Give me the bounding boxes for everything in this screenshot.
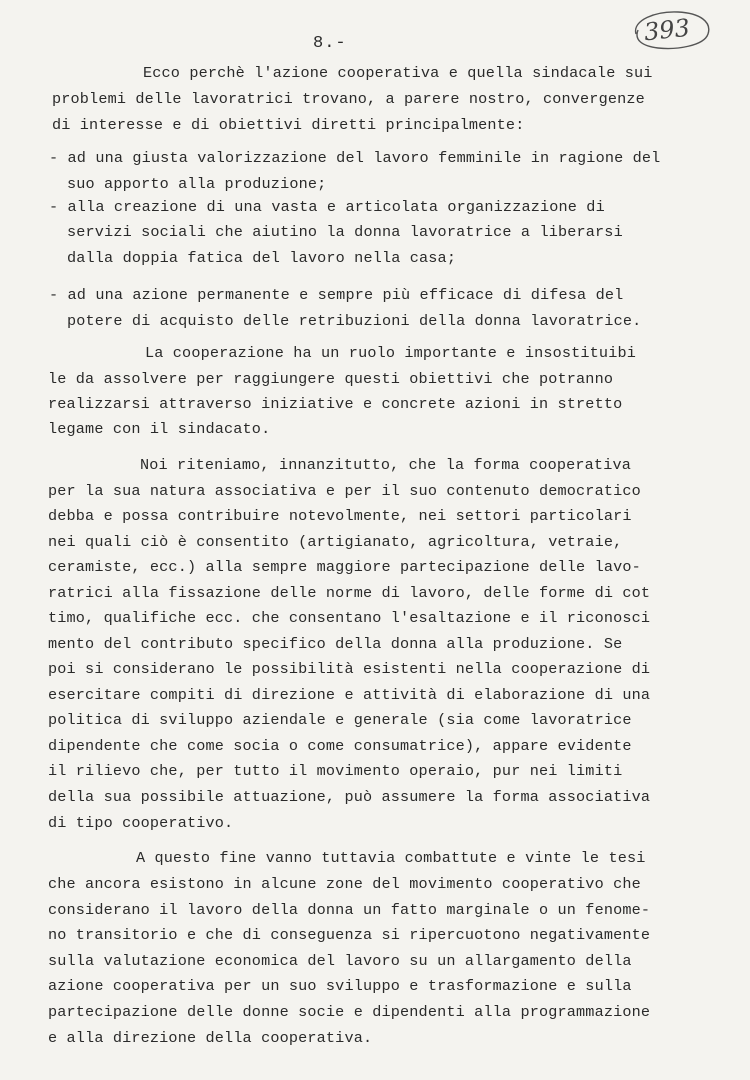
archive-number-stamp bbox=[626, 8, 716, 52]
text-line: partecipazione delle donne socie e dipendenti alla programmazione bbox=[48, 1003, 651, 1021]
text-line: il rilievo che, per tutto il movimento operaio, pur nei limiti bbox=[48, 762, 623, 780]
text-line: le da assolvere per raggiungere questi obiettivi che potranno bbox=[48, 370, 614, 388]
text-line: suo apporto alla produzione; bbox=[67, 175, 327, 193]
text-line: A questo fine vanno tuttavia combattute e vinte le tesi bbox=[136, 849, 646, 867]
text-line: che ancora esistono in alcune zone del movimento cooperativo che bbox=[48, 875, 641, 893]
text-line: - ad una azione permanente e sempre più efficace di difesa del bbox=[49, 286, 624, 304]
text-line: poi si considerano le possibilità esistenti nella cooperazione di bbox=[48, 660, 651, 678]
text-line: timo, qualifiche ecc. che consentano l'esaltazione e il riconosci bbox=[48, 609, 651, 627]
text-line: dipendente che come socia o come consumatrice), appare evidente bbox=[48, 737, 632, 755]
text-line: potere di acquisto delle retribuzioni della donna lavoratrice. bbox=[67, 312, 642, 330]
text-line: ceramiste, ecc.) alla sempre maggiore partecipazione delle lavo- bbox=[48, 558, 641, 576]
text-line: La cooperazione ha un ruolo importante e insostituibi bbox=[145, 344, 636, 362]
text-line: di tipo cooperativo. bbox=[48, 814, 234, 832]
text-line: problemi delle lavoratrici trovano, a parere nostro, convergenze bbox=[52, 90, 645, 108]
text-line: politica di sviluppo aziendale e generale (sia come lavoratrice bbox=[48, 711, 632, 729]
text-line: della sua possibile attuazione, può assumere la forma associativa bbox=[48, 788, 651, 806]
text-line: di interesse e di obiettivi diretti principalmente: bbox=[52, 116, 525, 134]
text-line: servizi sociali che aiutino la donna lavoratrice a liberarsi bbox=[67, 223, 623, 241]
text-line: mento del contributo specifico della donna alla produzione. Se bbox=[48, 635, 623, 653]
text-line: Noi riteniamo, innanzitutto, che la forma cooperativa bbox=[140, 456, 631, 474]
text-line: per la sua natura associativa e per il suo contenuto democratico bbox=[48, 482, 641, 500]
text-line: - alla creazione di una vasta e articolata organizzazione di bbox=[49, 198, 605, 216]
text-line: Ecco perchè l'azione cooperativa e quella sindacale sui bbox=[143, 64, 653, 82]
text-line: legame con il sindacato. bbox=[48, 420, 271, 438]
text-line: ratrici alla fissazione delle norme di lavoro, delle forme di cot bbox=[48, 584, 651, 602]
text-line: considerano il lavoro della donna un fatto marginale o un fenome- bbox=[48, 901, 651, 919]
text-line: sulla valutazione economica del lavoro su un allargamento della bbox=[48, 952, 632, 970]
text-line: no transitorio e che di conseguenza si ripercuotono negativamente bbox=[48, 926, 651, 944]
text-line: realizzarsi attraverso iniziative e concrete azioni in stretto bbox=[48, 395, 623, 413]
text-line: azione cooperativa per un suo sviluppo e trasformazione e sulla bbox=[48, 977, 632, 995]
text-line: esercitare compiti di direzione e attività di elaborazione di una bbox=[48, 686, 651, 704]
page-number: 8.- bbox=[313, 34, 347, 53]
text-line: dalla doppia fatica del lavoro nella casa; bbox=[67, 249, 457, 267]
archive-number: 393 bbox=[642, 13, 692, 47]
text-line: e alla direzione della cooperativa. bbox=[48, 1029, 373, 1047]
text-line: debba e possa contribuire notevolmente, nei settori particolari bbox=[48, 507, 632, 525]
text-line: - ad una giusta valorizzazione del lavoro femminile in ragione del bbox=[49, 149, 661, 167]
text-line: nei quali ciò è consentito (artigianato, agricoltura, vetraie, bbox=[48, 533, 623, 551]
